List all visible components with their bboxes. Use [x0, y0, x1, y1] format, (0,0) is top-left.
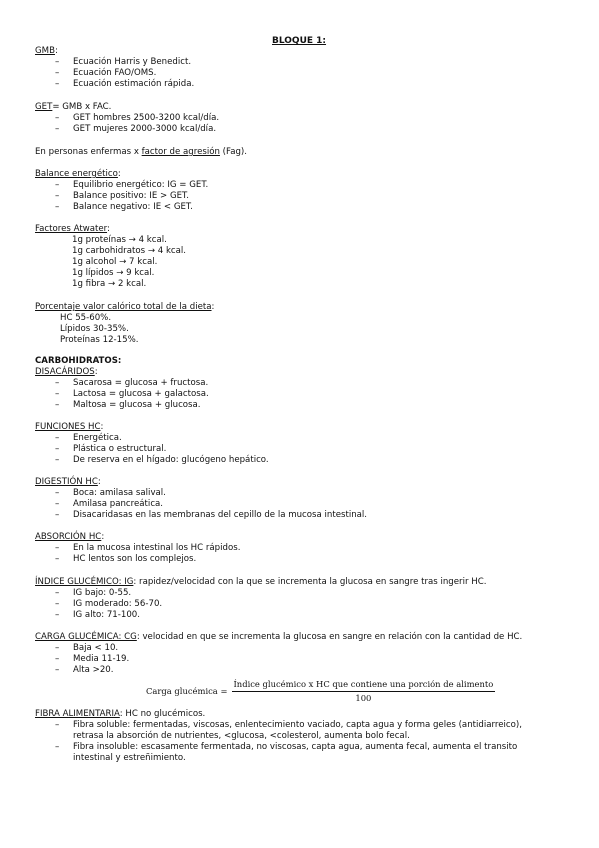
fibra-section: [35, 709, 535, 764]
list-item: 1g alcohol → 7 kcal.: [72, 257, 158, 267]
list-item: – Amilasa pancreática.: [35, 499, 367, 510]
list-item: – De reserva en el hígado: glucógeno hepático.: [35, 455, 269, 466]
list-item: – En la mucosa intestinal los HC rápidos.: [35, 543, 240, 554]
carbohidratos-heading: CARBOHIDRATOS:: [35, 356, 122, 366]
list-item: 1g fibra → 2 kcal.: [72, 279, 147, 289]
list-item: – Fibra insoluble: escasamente fermentada, no viscosas, capta agua, aumenta fecal, aumenta el transito intestinal y estreñimiento.: [35, 742, 535, 764]
list-item: 1g carbohidratos → 4 kcal.: [72, 246, 187, 256]
gmb-label: GMB: [35, 46, 55, 56]
indice-section: [35, 577, 486, 621]
carga-heading: [35, 632, 522, 643]
funciones-list: [35, 433, 269, 466]
list-item: – Alta >20.: [35, 665, 522, 676]
factor-agresion: factor de agresión: [141, 147, 220, 157]
porcentaje-heading: [35, 302, 214, 313]
absorcion-section: [35, 532, 240, 565]
get-list: [35, 113, 219, 135]
disacaridos-list: [35, 378, 209, 411]
absorcion-label: ABSORCIÓN HC: [35, 532, 102, 542]
porcentaje-label: Porcentaje valor calórico total de la dieta: [35, 302, 212, 312]
disacaridos-heading: [35, 367, 209, 378]
list-item: – IG alto: 71-100.: [35, 610, 486, 621]
absorcion-heading: [35, 532, 240, 543]
list-item: – IG bajo: 0-55.: [35, 588, 486, 599]
list-item: – Balance negativo: IE < GET.: [35, 202, 208, 213]
list-item: – Maltosa = glucosa + glucosa.: [35, 400, 209, 411]
funciones-section: [35, 422, 269, 466]
fibra-definition: : HC no glucémicos.: [119, 709, 206, 719]
gmb-heading: [35, 46, 194, 57]
enfermas-suffix: (Fag).: [219, 147, 247, 157]
list-item: – Ecuación Harris y Benedict.: [35, 57, 194, 68]
list-item: – Ecuación FAO/OMS.: [35, 68, 194, 79]
page-title: BLOQUE 1:: [272, 36, 327, 46]
funciones-heading: [35, 422, 269, 433]
atwater-section: [35, 224, 186, 290]
indice-list: [35, 588, 486, 621]
list-item: – Equilibrio energético: IG = GET.: [35, 180, 208, 191]
digestion-list: [35, 488, 367, 521]
list-item: 1g proteínas → 4 kcal.: [72, 235, 167, 245]
enfermas-text: En personas enfermas x: [35, 147, 142, 157]
list-item: – IG moderado: 56-70.: [35, 599, 486, 610]
get-heading: [35, 102, 219, 113]
fibra-heading: [35, 709, 535, 720]
formula-numerator: Índice glucémico x HC que contiene una porción de alimento: [232, 679, 496, 692]
list-item: – Energética.: [35, 433, 269, 444]
balance-heading: [35, 169, 208, 180]
funciones-colon: :: [100, 422, 104, 432]
list-item: – Boca: amilasa salival.: [35, 488, 367, 499]
digestion-label: DIGESTIÓN HC: [35, 477, 98, 487]
porcentaje-section: [35, 302, 214, 346]
absorcion-colon: :: [101, 532, 105, 542]
fibra-label: FIBRA ALIMENTARIA: [35, 709, 120, 719]
funciones-label: FUNCIONES HC: [35, 422, 101, 432]
atwater-heading: [35, 224, 186, 235]
list-item: – GET hombres 2500-3200 kcal/día.: [35, 113, 219, 124]
list-item: – Balance positivo: IE > GET.: [35, 191, 208, 202]
carga-definition: : velocidad en que se incrementa la glucosa en sangre en relación con la cantidad de HC.: [136, 632, 523, 642]
balance-label: Balance energético: [35, 169, 118, 179]
list-item: – Fibra soluble: fermentadas, viscosas, enlentecimiento vaciado, capta agua y forma geles (antidiarreico), retrasa la absorción de nutrientes, <glucosa, <colesterol, aumenta bolo fecal.: [35, 720, 535, 742]
atwater-label: Factores Atwater: [35, 224, 108, 234]
atwater-colon: :: [107, 224, 110, 234]
list-item: – Disacaridasas en las membranas del cepillo de la mucosa intestinal.: [35, 510, 367, 521]
carga-label: CARGA GLUCÉMICA: CG: [35, 632, 137, 642]
carga-list: [35, 643, 522, 676]
formula-denominator: 100: [355, 693, 372, 703]
absorcion-list: [35, 543, 240, 565]
list-item: – Media 11-19.: [35, 654, 522, 665]
list-item: – Sacarosa = glucosa + fructosa.: [35, 378, 209, 389]
list-item: – HC lentos son los complejos.: [35, 554, 240, 565]
gmb-colon: :: [54, 46, 58, 56]
get-label: GET: [35, 102, 53, 112]
list-item: – Lactosa = glucosa + galactosa.: [35, 389, 209, 400]
carga-glucemica-formula: [146, 679, 495, 704]
carga-section: [35, 632, 522, 676]
fibra-list: [35, 720, 535, 764]
list-item: – Plástica o estructural.: [35, 444, 269, 455]
balance-colon: :: [117, 169, 121, 179]
digestion-heading: [35, 477, 367, 488]
list-item: – GET mujeres 2000-3000 kcal/día.: [35, 124, 219, 135]
get-formula: = GMB x FAC.: [52, 102, 112, 112]
list-item: Lípidos 30-35%.: [60, 324, 129, 334]
list-item: Proteínas 12-15%.: [60, 335, 139, 345]
get-section: [35, 102, 219, 135]
balance-list: [35, 180, 208, 213]
enfermas-line: [35, 147, 247, 158]
balance-section: [35, 169, 208, 213]
formula-fraction: [232, 679, 496, 704]
gmb-list: [35, 57, 194, 90]
gmb-section: [35, 46, 194, 90]
disacaridos-section: [35, 367, 209, 411]
list-item: HC 55-60%.: [60, 313, 112, 323]
porcentaje-colon: :: [211, 302, 215, 312]
indice-label: ÍNDICE GLUCÉMICO: IG: [35, 577, 134, 587]
indice-definition: : rapidez/velocidad con la que se incrementa la glucosa en sangre tras ingerir HC.: [133, 577, 487, 587]
list-item: – Ecuación estimación rápida.: [35, 79, 194, 90]
list-item: 1g lípidos → 9 kcal.: [72, 268, 155, 278]
disacaridos-colon: :: [94, 367, 98, 377]
disacaridos-label: DISACÁRIDOS: [35, 367, 95, 377]
indice-heading: [35, 577, 486, 588]
digestion-colon: :: [97, 477, 101, 487]
formula-lhs: Carga glucémica =: [146, 686, 228, 696]
list-item: – Baja < 10.: [35, 643, 522, 654]
digestion-section: [35, 477, 367, 521]
